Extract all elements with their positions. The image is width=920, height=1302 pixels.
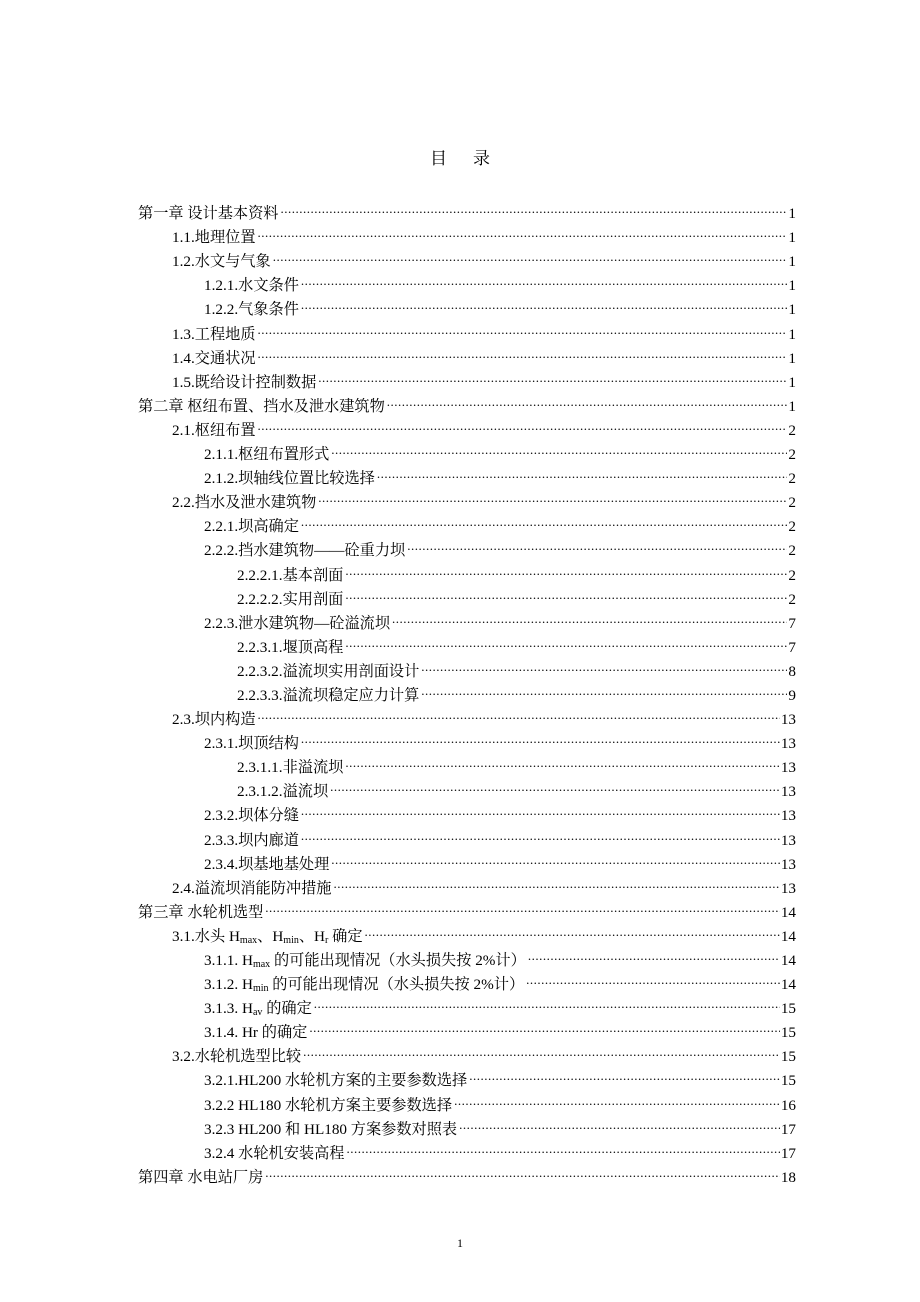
toc-entry-text: 3.1.水头 H <box>172 927 240 945</box>
toc-entry-text: 3.1.1. H <box>204 952 253 969</box>
toc-entry-label: 2.3.1.1.非溢流坝 <box>237 756 345 780</box>
toc-entry[interactable] <box>138 796 796 825</box>
dot-leader <box>331 435 787 459</box>
toc-entry-label: 2.2.1.坝高确定 <box>204 515 301 539</box>
toc-entry-page-number: 1 <box>788 253 796 271</box>
dot-leader <box>333 869 779 893</box>
toc-entry-label: 2.3.1.坝顶结构 <box>204 732 301 756</box>
toc-entry[interactable] <box>138 628 796 656</box>
toc-entry[interactable] <box>138 965 796 995</box>
toc-entry-label: 1.2.水文与气象 <box>172 250 273 274</box>
dot-leader <box>301 290 787 314</box>
dot-leader <box>331 845 780 869</box>
dot-leader <box>265 893 780 917</box>
toc-entry-label: 2.2.3.1.堰顶高程 <box>237 636 345 660</box>
toc-entry-page-number: 1 <box>788 277 796 295</box>
toc-entry-page-number: 13 <box>780 831 796 849</box>
toc-entry-label: 第三章 水轮机选型 <box>138 901 265 925</box>
page-number: 1 <box>457 1236 463 1250</box>
dot-leader <box>345 555 787 579</box>
toc-entry[interactable] <box>138 941 796 970</box>
toc-entry-subscript: r <box>325 934 329 946</box>
dot-leader <box>258 314 788 338</box>
toc-entry-label: 1.4.交通状况 <box>172 347 258 371</box>
dot-leader <box>258 411 788 435</box>
toc-entry-page-number: 14 <box>780 952 796 969</box>
dot-leader <box>309 1013 779 1037</box>
dot-leader <box>345 628 787 652</box>
toc-entry-subscript: min <box>252 983 269 995</box>
toc-entry-subscript: av <box>252 1007 263 1019</box>
dot-leader <box>377 459 788 483</box>
toc-entry[interactable] <box>138 700 796 729</box>
dot-leader <box>454 1085 780 1109</box>
toc-entry-page-number: 14 <box>780 976 796 994</box>
toc-entry-page-number: 7 <box>788 638 796 656</box>
dot-leader <box>469 1061 780 1085</box>
toc-entry-page-number: 13 <box>780 807 796 825</box>
toc-entry[interactable] <box>138 314 796 343</box>
toc-entry-page-number: 2 <box>788 446 796 464</box>
toc-entry[interactable] <box>138 1085 796 1114</box>
toc-entry[interactable] <box>138 1061 796 1090</box>
toc-entry-page-number: 15 <box>780 1000 796 1018</box>
toc-entry[interactable] <box>138 1013 796 1042</box>
toc-entry-page-number: 13 <box>780 855 796 873</box>
toc-entry-label: 第一章 设计基本资料 <box>138 202 280 226</box>
toc-entry-page-number: 15 <box>780 1024 796 1042</box>
toc-entry-label: 2.3.坝内构造 <box>172 708 258 732</box>
toc-entry-label: 3.2.4 水轮机安装高程 <box>204 1142 346 1166</box>
toc-entry[interactable] <box>138 242 796 271</box>
toc-entry-label: 1.3.工程地质 <box>172 323 258 347</box>
dot-leader <box>421 676 787 700</box>
toc-entry[interactable] <box>138 1158 796 1186</box>
toc-entry[interactable] <box>138 339 796 367</box>
toc-entry[interactable] <box>138 218 796 247</box>
toc-entry-page-number: 1 <box>788 301 796 319</box>
toc-entry-page-number: 16 <box>780 1096 796 1114</box>
toc-entry-label: 2.4.溢流坝消能防冲措施 <box>172 877 333 901</box>
toc-entry[interactable] <box>138 435 796 464</box>
toc-entry-label: 2.2.2.2.实用剖面 <box>237 588 345 612</box>
toc-entry-page-number: 2 <box>788 590 796 608</box>
toc-entry[interactable] <box>138 363 796 391</box>
toc-entry-page-number: 13 <box>780 735 796 753</box>
dot-leader <box>407 531 787 555</box>
toc-entry[interactable] <box>138 676 796 704</box>
toc-entry-label: 3.2.2 HL180 水轮机方案主要参数选择 <box>204 1094 454 1118</box>
toc-entry-label: 2.3.4.坝基地基处理 <box>204 853 331 877</box>
toc-entry-page-number: 1 <box>788 229 796 247</box>
toc-entry-label: 2.3.1.2.溢流坝 <box>237 780 330 804</box>
dot-leader <box>280 194 787 218</box>
toc-entry[interactable] <box>138 194 796 223</box>
toc-entry-label: 2.2.3.2.溢流坝实用剖面设计 <box>237 660 421 684</box>
toc-entry-label: 1.5.既给设计控制数据 <box>172 371 318 395</box>
dot-leader <box>318 363 787 387</box>
toc-entry-label: 1.2.2.气象条件 <box>204 298 301 322</box>
toc-entry[interactable] <box>138 459 796 488</box>
toc-entry[interactable] <box>138 290 796 319</box>
toc-entry-label: 3.2.水轮机选型比较 <box>172 1045 303 1069</box>
toc-entry-page-number: 15 <box>780 1072 796 1090</box>
toc-entry-page-number: 8 <box>788 662 796 680</box>
toc-entry-subscript: max <box>252 959 271 970</box>
dot-leader <box>258 339 788 363</box>
toc-entry-label: 3.2.3 HL200 和 HL180 方案参数对照表 <box>204 1118 459 1142</box>
dot-leader <box>528 941 780 965</box>
toc-title-char-2: 录 <box>473 149 490 168</box>
toc-entry-label: 2.1.1.枢纽布置形式 <box>204 443 331 467</box>
toc-entry-subscript: max <box>239 934 258 946</box>
toc-entry-page-number: 14 <box>780 927 796 945</box>
toc-entry-label: 2.1.2.坝轴线位置比较选择 <box>204 467 377 491</box>
toc-entry-label: 2.2.2.挡水建筑物——砼重力坝 <box>204 539 407 563</box>
toc-entry-label: 1.2.1.水文条件 <box>204 274 301 298</box>
toc-entry-label: 2.2.挡水及泄水建筑物 <box>172 491 318 515</box>
dot-leader <box>273 242 788 266</box>
dot-leader <box>345 580 787 604</box>
toc-entry-page-number: 2 <box>788 566 796 584</box>
dot-leader <box>265 1158 780 1182</box>
toc-entry-page-number: 2 <box>788 421 796 439</box>
toc-entry-page-number: 9 <box>788 686 796 704</box>
toc-entry-page-number: 7 <box>788 614 796 632</box>
toc-entry[interactable] <box>138 869 796 897</box>
toc-entry[interactable] <box>138 917 796 946</box>
toc-entry[interactable] <box>138 893 796 921</box>
toc-entry[interactable] <box>138 604 796 632</box>
toc-entry[interactable] <box>138 266 796 295</box>
toc-entry-page-number: 1 <box>788 325 796 343</box>
toc-entry-page-number: 17 <box>780 1144 796 1162</box>
toc-entry[interactable] <box>138 1037 796 1066</box>
toc-entry[interactable] <box>138 483 796 512</box>
toc-entry-text: 、H <box>298 927 326 945</box>
toc-entry[interactable] <box>138 724 796 753</box>
toc-entry-label: 第四章 水电站厂房 <box>138 1166 265 1190</box>
toc-entry-page-number: 1 <box>788 349 796 367</box>
toc-entry-text: 确定 <box>328 927 363 945</box>
dot-leader <box>318 483 787 507</box>
toc-entry-label: 1.1.地理位置 <box>172 226 258 250</box>
dot-leader <box>526 965 780 989</box>
toc-entry-page-number: 13 <box>780 879 796 897</box>
toc-entry-label: 3.1.4. Hr 的确定 <box>204 1021 309 1045</box>
toc-entry[interactable] <box>138 1134 796 1162</box>
dot-leader <box>365 917 780 941</box>
toc-entry-label: 2.3.2.坝体分缝 <box>204 804 301 828</box>
toc-entry[interactable] <box>138 845 796 873</box>
toc-entry-page-number: 15 <box>780 1048 796 1066</box>
dot-leader <box>301 724 780 748</box>
dot-leader <box>421 652 787 676</box>
dot-leader <box>459 1110 780 1134</box>
toc-entry[interactable] <box>138 772 796 801</box>
toc-entry-label: 2.1.枢纽布置 <box>172 419 258 443</box>
dot-leader <box>314 989 780 1013</box>
toc-entry-text: 的确定 <box>262 1000 312 1018</box>
dot-leader <box>301 820 780 844</box>
toc-entry[interactable] <box>138 1110 796 1138</box>
toc-entry[interactable] <box>138 748 796 777</box>
toc-entry-label: 2.2.3.3.溢流坝稳定应力计算 <box>237 684 421 708</box>
toc-entry[interactable] <box>138 411 796 439</box>
dot-leader <box>301 266 787 290</box>
toc-entry[interactable] <box>138 387 796 415</box>
dot-leader <box>346 1134 779 1158</box>
toc-entry-text: 3.1.2. H <box>204 976 253 994</box>
dot-leader <box>258 218 788 242</box>
toc-entry[interactable] <box>138 555 796 584</box>
toc-entry-page-number: 13 <box>780 711 796 729</box>
toc-entry-page-number: 13 <box>780 759 796 777</box>
toc-entry-page-number: 1 <box>788 205 796 223</box>
toc-entry-text: 、H <box>257 927 284 945</box>
dot-leader <box>258 700 780 724</box>
toc-entry-page-number: 13 <box>780 783 796 801</box>
toc-entry[interactable] <box>138 652 796 680</box>
dot-leader <box>392 604 787 628</box>
toc-entry[interactable] <box>138 531 796 560</box>
toc-entry-page-number: 2 <box>788 470 796 488</box>
table-of-contents <box>138 194 796 1186</box>
toc-title <box>0 144 920 169</box>
toc-title-char-1: 目 <box>430 149 447 168</box>
toc-entry-page-number: 17 <box>780 1120 796 1138</box>
toc-entry-page-number: 14 <box>780 903 796 921</box>
toc-entry-text: 的可能出现情况（水头损失按 2%计） <box>270 952 526 969</box>
toc-entry-text: 3.1.3. H <box>204 1000 253 1018</box>
toc-entry[interactable] <box>138 989 796 1019</box>
toc-entry-page-number: 1 <box>788 397 796 415</box>
dot-leader <box>387 387 788 411</box>
dot-leader <box>301 796 780 820</box>
toc-entry-subscript: min <box>283 934 299 946</box>
toc-entry-label: 第二章 枢纽布置、挡水及泄水建筑物 <box>138 395 387 419</box>
toc-entry-label: 3.2.1.HL200 水轮机方案的主要参数选择 <box>204 1069 469 1093</box>
toc-entry-page-number: 18 <box>780 1168 796 1186</box>
dot-leader <box>301 507 787 531</box>
toc-entry-text: 的可能出现情况（水头损失按 2%计） <box>268 976 525 994</box>
toc-entry[interactable] <box>138 507 796 536</box>
toc-entry-page-number: 2 <box>788 494 796 512</box>
toc-entry-page-number: 1 <box>788 373 796 391</box>
toc-entry[interactable] <box>138 580 796 608</box>
dot-leader <box>345 748 780 772</box>
toc-entry-page-number: 2 <box>788 542 796 560</box>
toc-entry[interactable] <box>138 820 796 849</box>
dot-leader <box>330 772 780 796</box>
toc-entry-page-number: 2 <box>788 518 796 536</box>
dot-leader <box>303 1037 780 1061</box>
toc-entry-label: 2.3.3.坝内廊道 <box>204 829 301 853</box>
toc-entry-label: 2.2.3.泄水建筑物—砼溢流坝 <box>204 612 392 636</box>
toc-entry-label: 2.2.2.1.基本剖面 <box>237 564 345 588</box>
